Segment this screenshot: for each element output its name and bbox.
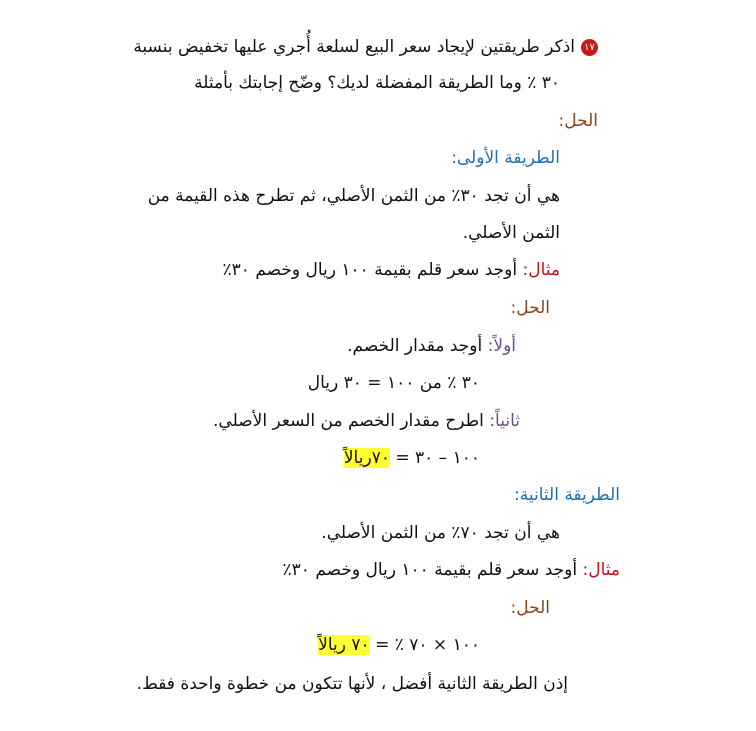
method2-example-text: أوجد سعر قلم بقيمة ١٠٠ ريال وخصم ٣٠٪ (282, 560, 583, 580)
method1-title: الطريقة الأولى: (451, 148, 560, 168)
conclusion: إذن الطريقة الثانية أفضل ، لأنها تتكون من خطوة واحدة فقط. (136, 674, 568, 694)
method2-equation (318, 632, 480, 658)
method1-example (223, 257, 560, 283)
method2-desc: هي أن تجد ٧٠٪ من الثمن الأصلي. (321, 523, 560, 543)
method2-equation-text: ١٠٠ × ٧٠ ٪ = (369, 635, 480, 655)
method1-step2 (213, 408, 520, 434)
method2-example (283, 557, 620, 583)
method2-example-label: مثال: (582, 560, 620, 580)
step2-equation-text: ١٠٠ – ٣٠ = (389, 448, 480, 468)
method1-step1-equation: ٣٠ ٪ من ١٠٠ = ٣٠ ريال (307, 373, 480, 393)
question-number-badge: ١٧ (581, 39, 598, 56)
method1-desc-1: هي أن تجد ٣٠٪ من الثمن الأصلي، ثم تطرح هذه القيمة من (147, 186, 560, 206)
method1-solution-label: الحل: (510, 298, 550, 318)
solution-heading: الحل: (558, 111, 598, 131)
method1-step1 (347, 333, 516, 359)
method2-solution-label: الحل: (510, 598, 550, 618)
step2-result-highlight: ٧٠ريالاً (343, 448, 390, 468)
step2-text: اطرح مقدار الخصم من السعر الأصلي. (213, 411, 490, 431)
question-line-2: ٣٠ ٪ وما الطريقة المفضلة لديك؟ وضّح إجابتك بأمثلة (194, 73, 560, 93)
question-line-1 (133, 34, 598, 60)
method1-step2-equation (344, 445, 480, 471)
method1-example-label: مثال: (522, 260, 560, 280)
method1-desc-2: الثمن الأصلي. (462, 223, 560, 243)
method1-example-text: أوجد سعر قلم بقيمة ١٠٠ ريال وخصم ٣٠٪ (222, 260, 523, 280)
step1-text: أوجد مقدار الخصم. (347, 336, 488, 356)
step1-label: أولاً: (487, 336, 516, 356)
method2-result-highlight: ٧٠ ريالاً (318, 635, 370, 655)
step2-label: ثانياً: (489, 411, 520, 431)
question-text-1: اذكر طريقتين لإيجاد سعر البيع لسلعة أُجري عليها تخفيض بنسبة (133, 37, 575, 57)
method2-title: الطريقة الثانية: (514, 485, 620, 505)
